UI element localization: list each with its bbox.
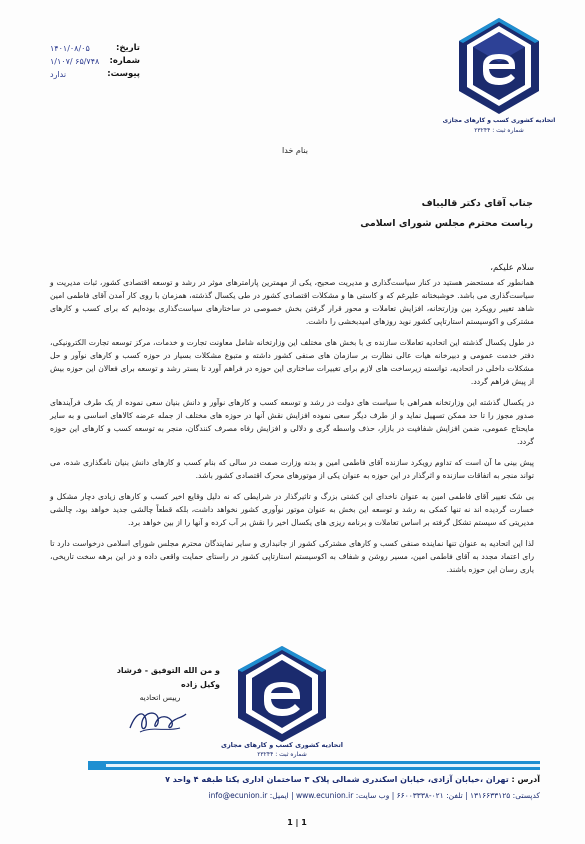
page-number: 1 | 1: [287, 818, 307, 827]
attachment-row: [50, 68, 140, 81]
logo-caption: اتحادیه کشوری کسب و کارهای مجازی: [442, 117, 556, 124]
seal-registration: شماره ثبت : ۲۳۲۴۴: [257, 751, 307, 758]
date-row: [50, 42, 140, 55]
attachment-value: ندارد: [50, 70, 67, 79]
letter-footer: [86, 772, 540, 804]
paragraph-6: لذا این اتحادیه به عنوان تنها نماینده صنفی کسب و کارهای مشترکی کشور از جانبداری و سایر نمایندگان محترم مجلس شورای اسلامی درخواست دارد تا رای اعتماد مجدد به آقای فاطمی امین، مسیر روشن و شفاف به اکوسیستم استارتاپی کشور در راستای حمایت واقعی داده و در این برهه سخت تاریخی، یاری رسان این حوزه باشند.: [50, 539, 534, 574]
footer-address: [86, 772, 540, 788]
paragraph-3: در یکسال گذشته این وزارتخانه همراهی با سیاست های دولت در رشد و توسعه کسب و کارهای نوآور و دانش بنیان سعی نموده از یک طرف فرآیندهای صدور مجوز را تا حد ممکن تسهیل نماید و از طرف دیگر سعی نموده افزایش نقش آنها در حوزه های مختلف از جمله عرضه کالاهای اساسی و به سایر مایحتاج عمومی، ضمن افزایش شفافیت در بازار، حذف واسطه گری و دلالی و افزایش رفاه مصرف کنندگان، منجر به توسعه کسب و کارهای این حوزه گردد.: [50, 398, 534, 446]
number-label: شماره:: [109, 56, 140, 66]
date-value: ۱۴۰۱/۰۸/۰۵: [50, 44, 90, 53]
addressee-name: جناب آقای دکتر قالیباف: [421, 198, 533, 209]
address-label: آدرس :: [511, 775, 540, 784]
address-text: تهران ،خیابان آزادی، خیابان اسکندری شمالی پلاک ۳ ساختمان اداری یکتا طبقه ۴ واحد ۷: [165, 775, 509, 784]
number-value: ۶۵/۷۴۸ /۱/۱۰۷: [50, 57, 100, 66]
letter-meta: [50, 42, 140, 81]
date-label: تاریخ:: [116, 43, 140, 53]
seal-caption: اتحادیه کشوری کسب و کارهای مجازی: [220, 741, 344, 749]
signature-icon: [122, 702, 192, 738]
footer-divider: [88, 761, 540, 770]
closing-role: رییس اتحادیه: [139, 693, 181, 702]
paragraph-4: پیش بینی ما آن است که تداوم رویکرد سازنده آقای فاطمی امین و بدنه وزارت صمت در سالی که بنام کسب و کارهای دانش بنیان نامگذاری شده، می تواند منجر به اتفاقات سازنده و اثرگذار در این حوزه به عنوان یکی از موتورهای محرک اقتصادی کشور باشد.: [50, 458, 534, 480]
footer-contact: کدپستی: ۱۳۱۶۶۳۳۱۲۵ | تلفن: ۰۲۱-۶۶۰۰۳۳۳۸ | وب سایت: www.ecunion.ir | ایمیل: info@ecunion.ir: [208, 791, 540, 800]
addressee: [360, 194, 533, 234]
attachment-label: پیوست:: [107, 69, 140, 79]
addressee-title: ریاست محترم مجلس شورای اسلامی: [360, 218, 533, 229]
logo-registration: شماره ثبت : ۲۳۲۴۴: [474, 127, 524, 134]
bismillah: بنام خدا: [282, 146, 308, 155]
union-logo-icon: [455, 16, 543, 116]
paragraph-5: بی شک تغییر آقای فاطمی امین به عنوان ناخدای این کشتی بزرگ و تاثیرگذار در شرایطی که نه دلیل وقایع اخیر کسب و کارهای زیادی دچار مشکل و خسارت گردیده اند نه تنها کمکی به رشد و توسعه این بخش به عنوان موتور نوآوری کشور نخواهد داشت، بلکه قطعاً چالشی جدید خواهد بود، چالشی مدیریتی که سیستم تشکل گرفته بر اساس تعاملات و برنامه ریزی های یکسال اخیر را نقش بر آب کرده و آنها را از بین خواهد برد.: [50, 492, 534, 527]
greeting: سلام علیکم،: [490, 263, 534, 273]
number-row: [50, 55, 140, 68]
letter-body: [50, 262, 534, 584]
closing-signoff: و من الله التوفیق - فرشاد وکیل زاده: [116, 666, 220, 689]
union-seal-icon: [232, 644, 332, 744]
paragraph-1: همانطور که مستحضر هستید در کنار سیاست‌گذاری و مدیریت صحیح، یکی از مهمترین پارامترهای موثر در رشد و توسعه اقتصادی کشور، ثبات مدیریت و سیاست‌گذاری می باشد. خوشبختانه علیرغم که و کاستی ها و مشکلات اقتصادی کشور در طی یکسال گذشته، همزمان با روی کار آمدن آقای فاطمی امین شاهد تغییر رویکرد بین وزارتخانه، افزایش تعاملات و محور قرار گرفتن بخش خصوصی در ساختارهای سیاست‌گذاری بوده‌ایم که برای کسب و کارهای مشترکی و اکوسیستم استارتاپی کشور نوید روزهای امیدبخشی را داشت.: [50, 278, 534, 326]
closing: [100, 664, 220, 704]
paragraph-2: در طول یکسال گذشته این اتحادیه تعاملات سازنده ی با بخش های مختلف این وزارتخانه شامل معاونت تجارت و خدمات، مرکز توسعه تجارت الکترونیکی، دفتر خدمت عمومی و دبیرخانه هیات عالی نظارت بر سازمان های صنفی کشور داشته و متبوع مشکلات بسیار در حوزه کسب و کارهای نوآور و حل مشکلات داخلی در اتحادیه، توانسته زیرساخت های لازم برای تغییرات ساختاری این حوزه در فراهم آورد تا بستر رشد و توسعه برای فعالان این حوزه بیش از پیش فراهم گردد.: [50, 338, 534, 386]
